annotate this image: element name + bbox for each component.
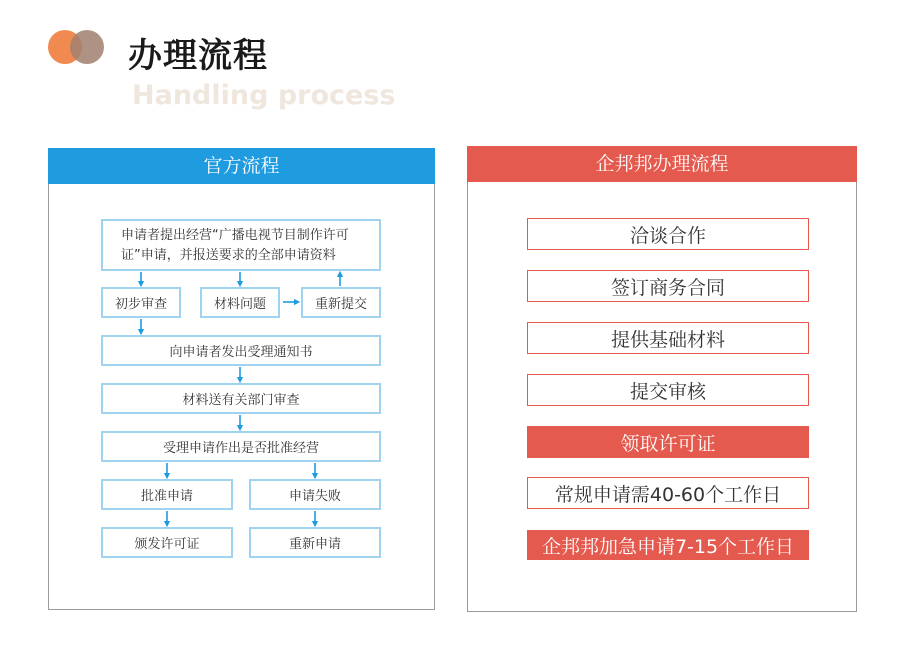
company-step-negotiate: 洽谈合作 (527, 218, 809, 250)
step-issue-license: 颁发许可证 (101, 527, 233, 558)
step-initial-review: 初步审查 (101, 287, 181, 318)
step-material-issue: 材料问题 (200, 287, 280, 318)
company-process-heading: 企邦邦办理流程 (467, 146, 857, 182)
company-step-license: 领取许可证 (527, 426, 809, 458)
company-step-materials: 提供基础材料 (527, 322, 809, 354)
page-title: 办理流程 (128, 36, 268, 76)
step-fail: 申请失败 (249, 479, 381, 510)
company-step-contract: 签订商务合同 (527, 270, 809, 302)
official-process-heading: 官方流程 (48, 148, 435, 184)
step-notify: 向申请者发出受理通知书 (101, 335, 381, 366)
step-apply: 申请者提出经营“广播电视节目制作许可证”申请，并报送要求的全部申请资料 (101, 219, 381, 271)
step-send-dept: 材料送有关部门审查 (101, 383, 381, 414)
normal-duration-note: 常规申请需40-60个工作日 (527, 477, 809, 509)
page-subtitle: Handling process (132, 80, 396, 111)
urgent-duration-note: 企邦邦加急申请7-15个工作日 (527, 530, 809, 560)
company-step-submit: 提交审核 (527, 374, 809, 406)
step-reapply: 重新申请 (249, 527, 381, 558)
step-resubmit: 重新提交 (301, 287, 381, 318)
step-approve: 批准申请 (101, 479, 233, 510)
step-decision: 受理申请作出是否批准经营 (101, 431, 381, 462)
